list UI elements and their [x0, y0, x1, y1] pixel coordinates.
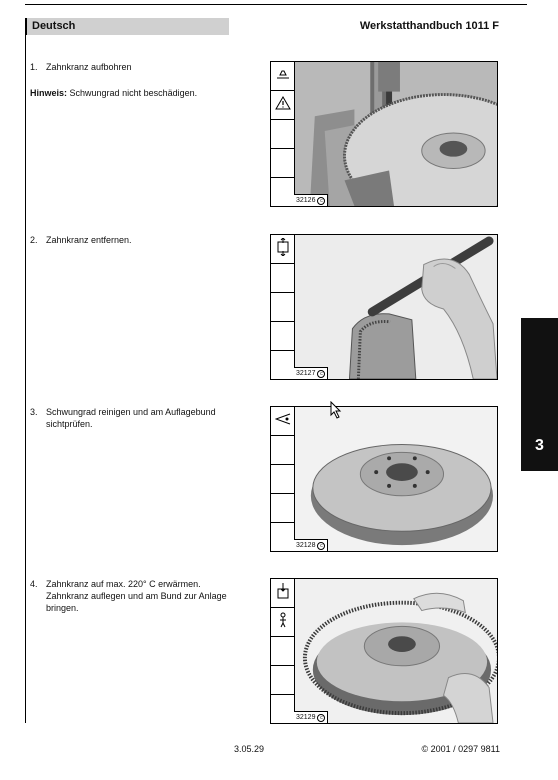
step-text: Zahnkranz entfernen. [46, 235, 132, 245]
step-note [30, 87, 230, 99]
figure-number: 32127 c [294, 367, 328, 379]
page-number: 3.05.29 [234, 744, 265, 754]
language-label: Deutsch [32, 20, 76, 32]
step-text-line2: Zahnkranz auflegen und am Bund zur Anlage bringen. [46, 591, 227, 613]
step-text: Schwungrad reinigen und am Auflagebund sichtprüfen. [46, 407, 216, 429]
photo-drilling-ring-gear [295, 62, 497, 206]
copyright-mark-icon: c [317, 370, 325, 378]
copyright-mark-icon: c [317, 542, 325, 550]
icon-column [271, 579, 295, 723]
step-1 [30, 61, 230, 99]
copyright-notice: © 2001 / 0297 9811 [421, 744, 500, 754]
left-margin-rule [25, 35, 26, 723]
step-number: 3. [30, 407, 38, 417]
icon-column [271, 235, 295, 379]
figure-number: 32129 c [294, 711, 328, 723]
step-number: 4. [30, 579, 38, 589]
chapter-number: 3 [535, 437, 544, 454]
figure-number: 32126 c [294, 194, 328, 206]
icon-column [271, 62, 295, 206]
inspect-icon [275, 412, 291, 430]
step-3 [30, 406, 230, 430]
install-icon [277, 583, 289, 604]
note-label: Hinweis: [30, 88, 68, 98]
step-4 [30, 578, 230, 614]
figure-number: 32128 c [294, 539, 328, 551]
copyright-mark-icon: c [317, 197, 325, 205]
mouse-cursor-icon [330, 401, 342, 424]
language-bar [25, 18, 229, 35]
drill-icon [275, 67, 291, 85]
step-text: Zahnkranz aufbohren [46, 62, 132, 72]
icon-column [271, 407, 295, 551]
step-number: 1. [30, 62, 38, 72]
press-icon [277, 612, 289, 633]
figure-4 [270, 578, 498, 724]
warning-icon [275, 96, 291, 115]
remove-icon [277, 238, 289, 261]
step-2 [30, 234, 230, 246]
figure-3 [270, 406, 498, 552]
copyright-mark-icon: c [317, 714, 325, 722]
figure-1 [270, 61, 498, 207]
manual-title: Werkstatthandbuch 1011 F [359, 20, 499, 32]
photo-mounting-ring-gear [295, 579, 497, 723]
figure-2 [270, 234, 498, 380]
photo-flywheel [295, 407, 497, 551]
step-number: 2. [30, 235, 38, 245]
photo-removing-ring-gear [295, 235, 497, 379]
note-text: Schwungrad nicht beschädigen. [69, 88, 198, 98]
chapter-tab[interactable] [521, 318, 558, 471]
top-rule [25, 4, 527, 5]
step-text-line1: Zahnkranz auf max. 220° C erwärmen. [46, 579, 201, 589]
